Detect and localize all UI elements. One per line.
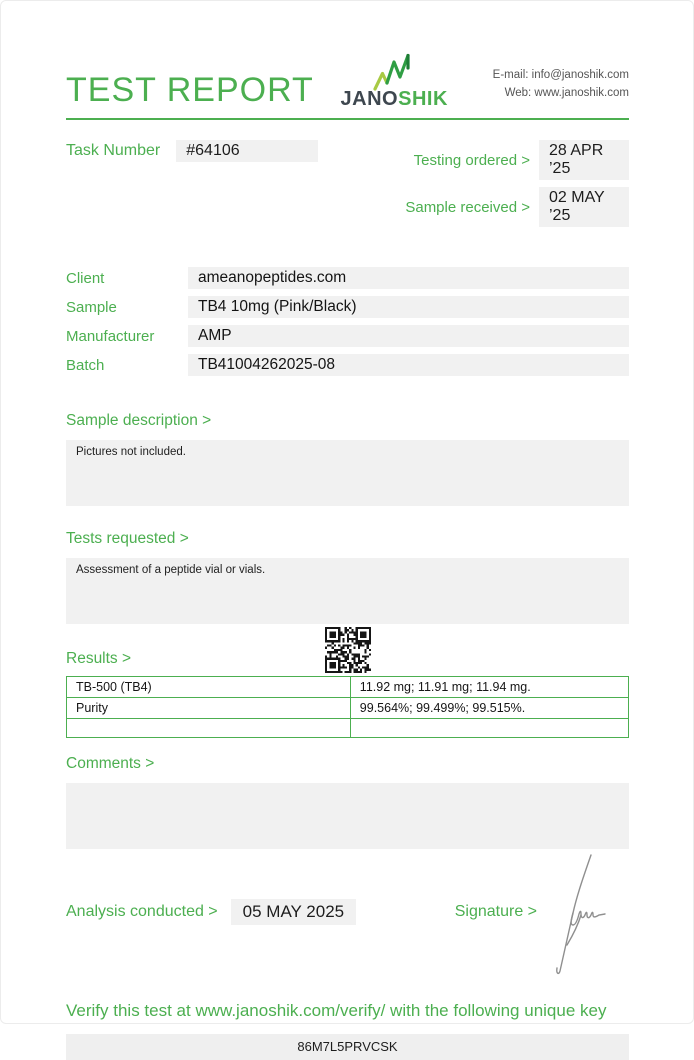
signature-scribble <box>547 853 613 977</box>
result-name-cell: Purity <box>67 698 351 719</box>
logo-jano: JANO <box>340 88 399 110</box>
task-number-group <box>66 140 318 162</box>
report-header <box>66 51 629 109</box>
analysis-conducted-value: 05 MAY 2025 <box>231 899 356 925</box>
verify-key: 86M7L5PRVCSK <box>66 1034 629 1060</box>
contact-block <box>493 67 629 109</box>
qr-code <box>325 627 371 673</box>
task-number-value: #64106 <box>176 140 318 162</box>
comments-box <box>66 783 629 849</box>
table-row <box>67 698 629 719</box>
results-table <box>66 676 629 738</box>
sample-description-box: Pictures not included. <box>66 440 629 506</box>
result-value-cell: 99.564%; 99.499%; 99.515%. <box>350 698 628 719</box>
sample-received-row <box>405 187 629 227</box>
header-divider <box>66 118 629 120</box>
email-line: E-mail: info@janoshik.com <box>492 69 629 82</box>
web-line: Web: www.janoshik.com <box>504 87 629 100</box>
analysis-signature-row <box>66 899 629 925</box>
task-number-label: Task Number <box>66 142 161 159</box>
client-value: ameanopeptides.com <box>188 267 629 289</box>
sample-value: TB4 10mg (Pink/Black) <box>188 296 629 318</box>
table-row <box>67 677 629 698</box>
testing-ordered-label: Testing ordered > <box>413 151 530 169</box>
batch-label: Batch <box>66 356 105 374</box>
signature-group <box>455 903 537 921</box>
batch-row <box>66 354 629 376</box>
results-header <box>66 626 629 676</box>
sample-label: Sample <box>66 298 117 316</box>
page-title: TEST REPORT <box>66 71 314 109</box>
verify-text: Verify this test at www.janoshik.com/verify/ with the following unique key <box>66 1001 607 1020</box>
task-section <box>66 140 629 227</box>
analysis-group <box>66 899 356 925</box>
manufacturer-label: Manufacturer <box>66 327 155 345</box>
sample-row <box>66 296 629 318</box>
analysis-conducted-label: Analysis conducted > <box>66 903 218 920</box>
table-row <box>67 719 629 738</box>
dates-group <box>405 140 629 227</box>
result-name-cell: TB-500 (TB4) <box>67 677 351 698</box>
sample-received-label: Sample received > <box>405 198 530 216</box>
tests-requested-box: Assessment of a peptide vial or vials. <box>66 558 629 624</box>
client-row <box>66 267 629 289</box>
testing-ordered-value: 28 APR ’25 <box>539 140 629 180</box>
sample-info-section <box>66 267 629 376</box>
manufacturer-row <box>66 325 629 347</box>
batch-value: TB41004262025-08 <box>188 354 629 376</box>
sample-received-value: 02 MAY ’25 <box>539 187 629 227</box>
growth-chart-icon <box>371 52 417 92</box>
comments-heading: Comments > <box>66 755 155 772</box>
results-heading: Results > <box>66 650 132 667</box>
manufacturer-value: AMP <box>188 325 629 347</box>
result-name-cell <box>67 719 351 738</box>
result-value-cell <box>350 719 628 738</box>
sample-description-heading: Sample description > <box>66 412 212 429</box>
tests-requested-heading: Tests requested > <box>66 530 189 547</box>
testing-ordered-row <box>414 140 629 180</box>
client-label: Client <box>66 269 105 287</box>
logo-wordmark <box>341 89 448 109</box>
janoshik-logo <box>341 52 448 109</box>
logo-shik: SHIK <box>398 88 448 110</box>
result-value-cell: 11.92 mg; 11.91 mg; 11.94 mg. <box>350 677 628 698</box>
signature-label: Signature > <box>454 903 537 920</box>
